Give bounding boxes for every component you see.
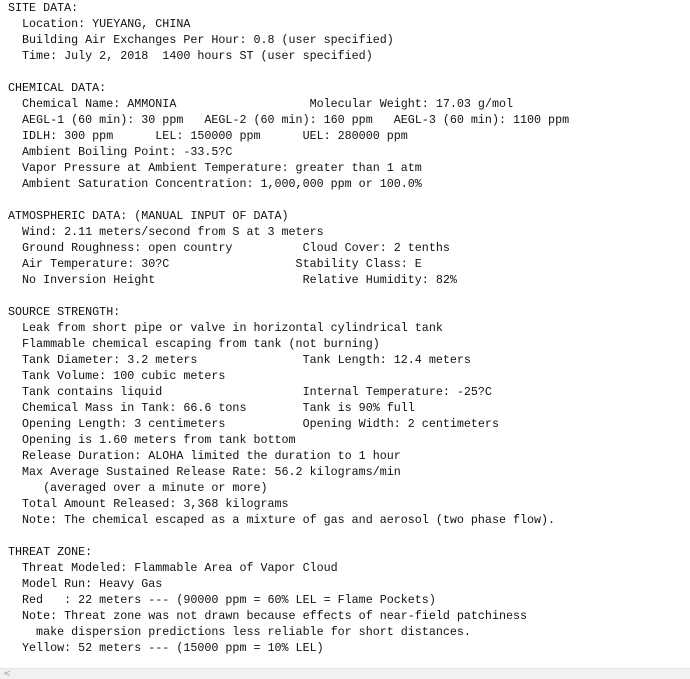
report-line: Yellow: 52 meters --- (15000 ppm = 10% LEL) xyxy=(8,641,324,655)
report-line: Leak from short pipe or valve in horizontal cylindrical tank xyxy=(8,321,443,335)
report-line: Red : 22 meters --- (90000 ppm = 60% LEL = Flame Pockets) xyxy=(8,593,436,607)
report-line: CHEMICAL DATA: xyxy=(8,81,107,95)
report-line: ATMOSPHERIC DATA: (MANUAL INPUT OF DATA) xyxy=(8,209,289,223)
report-line: Threat Modeled: Flammable Area of Vapor Cloud xyxy=(8,561,338,575)
chevron-left-icon[interactable]: < xyxy=(3,669,11,679)
report-line: Chemical Mass in Tank: 66.6 tons Tank is 90% full xyxy=(8,401,415,415)
report-line: Time: July 2, 2018 1400 hours ST (user specified) xyxy=(8,49,373,63)
report-line: Tank Diameter: 3.2 meters Tank Length: 12.4 meters xyxy=(8,353,471,367)
report-line: Vapor Pressure at Ambient Temperature: greater than 1 atm xyxy=(8,161,422,175)
blank-line xyxy=(8,192,569,208)
report-line: Ambient Saturation Concentration: 1,000,000 ppm or 100.0% xyxy=(8,177,422,191)
report-line: Note: Threat zone was not drawn because effects of near-field patchiness xyxy=(8,609,528,623)
report-line: IDLH: 300 ppm LEL: 150000 ppm UEL: 280000 ppm xyxy=(8,129,408,143)
report-line: Opening Length: 3 centimeters Opening Width: 2 centimeters xyxy=(8,417,499,431)
report-line: SITE DATA: xyxy=(8,1,79,15)
report-line: Location: YUEYANG, CHINA xyxy=(8,17,191,31)
report-line: Air Temperature: 30?C Stability Class: E xyxy=(8,257,422,271)
report-line: No Inversion Height Relative Humidity: 82% xyxy=(8,273,457,287)
report-line: Tank contains liquid Internal Temperature: -25?C xyxy=(8,385,492,399)
report-line: Flammable chemical escaping from tank (not burning) xyxy=(8,337,380,351)
blank-line xyxy=(8,528,569,544)
horizontal-scrollbar[interactable] xyxy=(0,668,690,679)
report-line: Wind: 2.11 meters/second from S at 3 meters xyxy=(8,225,324,239)
report-line: Tank Volume: 100 cubic meters xyxy=(8,369,226,383)
blank-line xyxy=(8,288,569,304)
report-line: Building Air Exchanges Per Hour: 0.8 (user specified) xyxy=(8,33,394,47)
report-line: Total Amount Released: 3,368 kilograms xyxy=(8,497,289,511)
report-line: Model Run: Heavy Gas xyxy=(8,577,163,591)
blank-line xyxy=(8,64,569,80)
report-line: (averaged over a minute or more) xyxy=(8,481,268,495)
report-line: Max Average Sustained Release Rate: 56.2 kilograms/min xyxy=(8,465,401,479)
aloha-text-summary xyxy=(8,0,569,656)
report-line: SOURCE STRENGTH: xyxy=(8,305,121,319)
report-line: THREAT ZONE: xyxy=(8,545,93,559)
report-line: Release Duration: ALOHA limited the duration to 1 hour xyxy=(8,449,401,463)
report-line: Ambient Boiling Point: -33.5?C xyxy=(8,145,233,159)
report-line: Note: The chemical escaped as a mixture of gas and aerosol (two phase flow). xyxy=(8,513,556,527)
report-line: Chemical Name: AMMONIA Molecular Weight: 17.03 g/mol xyxy=(8,97,513,111)
report-line: Ground Roughness: open country Cloud Cover: 2 tenths xyxy=(8,241,450,255)
report-line: make dispersion predictions less reliable for short distances. xyxy=(8,625,471,639)
report-line: Opening is 1.60 meters from tank bottom xyxy=(8,433,296,447)
report-line: AEGL-1 (60 min): 30 ppm AEGL-2 (60 min): 160 ppm AEGL-3 (60 min): 1100 ppm xyxy=(8,113,570,127)
